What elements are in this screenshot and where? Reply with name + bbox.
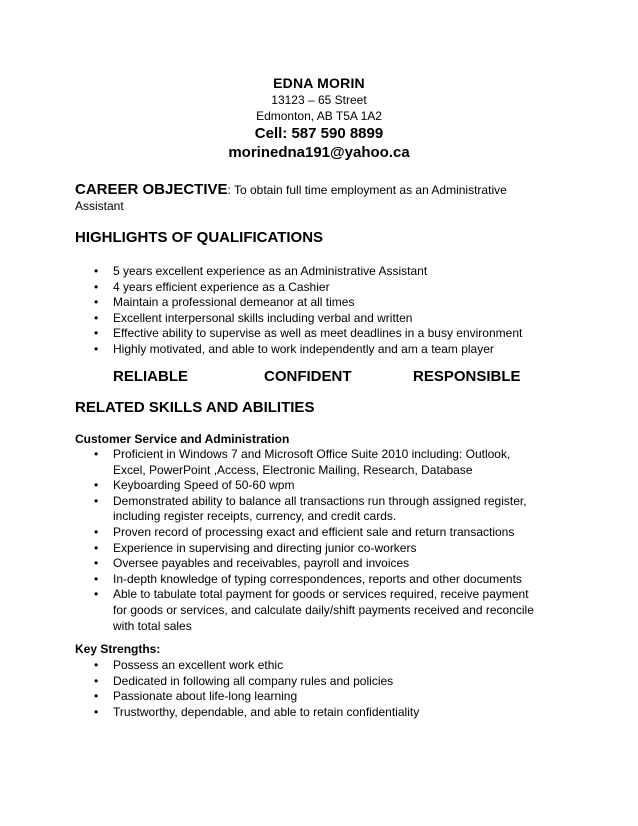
- list-item: • Keyboarding Speed of 50-60 wpm: [94, 478, 295, 493]
- list-item: • Oversee payables and receivables, payroll and invoices: [94, 556, 410, 571]
- bullet-icon: •: [94, 673, 99, 688]
- list-item: • Dedicated in following all company rules and policies: [94, 673, 394, 688]
- bullet-icon: •: [94, 524, 99, 539]
- list-item: • Passionate about life-long learning: [94, 689, 298, 704]
- bullet-icon: •: [94, 295, 99, 310]
- list-item: • Able to tabulate total payment for goods or services required, receive payment for goods or services, and calculate daily/shift payments received and reconcile with total sales: [94, 587, 534, 633]
- trait-reliable: RELIABLE: [113, 368, 188, 385]
- bullet-icon: •: [94, 540, 99, 555]
- list-item: • Possess an excellent work ethic: [94, 658, 284, 672]
- strengths-title: Key Strengths:: [75, 642, 161, 656]
- bullet-icon: •: [94, 704, 99, 719]
- strengths-list: [94, 658, 543, 720]
- bullet-icon: •: [94, 341, 99, 356]
- trait-confident: CONFIDENT: [264, 368, 352, 385]
- street-address: 13123 – 65 Street: [271, 93, 367, 107]
- phone-number: Cell: 587 590 8899: [254, 125, 384, 142]
- skills-subtitle: Customer Service and Administration: [75, 432, 290, 446]
- bullet-icon: •: [94, 326, 99, 341]
- bullet-icon: •: [94, 310, 99, 325]
- resume-header: [0, 74, 638, 162]
- skills-title: RELATED SKILLS AND ABILITIES: [75, 399, 315, 416]
- list-item: • Trustworthy, dependable, and able to retain confidentiality: [94, 704, 420, 719]
- bullet-icon: •: [94, 587, 99, 602]
- objective-text: : To obtain full time employment as an Administrative Assistant: [75, 183, 507, 213]
- bullet-icon: •: [94, 689, 99, 704]
- bullet-icon: •: [94, 447, 99, 461]
- list-item: • Proficient in Windows 7 and Microsoft Office Suite 2010 including: Outlook, Excel, PowerPoint ,Access, Electronic Mailing, Research, Database: [94, 447, 511, 477]
- list-item: • In-depth knowledge of typing correspondences, reports and other documents: [94, 571, 522, 586]
- list-item: • Experience in supervising and directing junior co-workers: [94, 540, 417, 555]
- list-item: • 4 years efficient experience as a Cashier: [94, 279, 330, 294]
- bullet-icon: •: [94, 658, 99, 672]
- highlights-title: HIGHLIGHTS OF QUALIFICATIONS: [75, 229, 324, 246]
- candidate-name: EDNA MORIN: [273, 75, 365, 91]
- list-item: • Highly motivated, and able to work independently and am a team player: [94, 341, 494, 356]
- highlights-list: [94, 264, 573, 358]
- bullet-icon: •: [94, 556, 99, 571]
- bullet-icon: •: [94, 279, 99, 294]
- email-address: morinedna191@yahoo.ca: [228, 144, 410, 161]
- bullet-icon: •: [94, 478, 99, 493]
- list-item: • Effective ability to supervise as well as meet deadlines in a busy environment: [94, 326, 523, 341]
- list-item: • Excellent interpersonal skills including verbal and written: [94, 310, 413, 325]
- objective-label: CAREER OBJECTIVE: [75, 181, 228, 198]
- list-item: • Maintain a professional demeanor at all times: [94, 295, 355, 310]
- bullet-icon: •: [94, 264, 99, 278]
- career-objective: [75, 182, 555, 214]
- list-item: • 5 years excellent experience as an Administrative Assistant: [94, 264, 428, 278]
- trait-responsible: RESPONSIBLE: [413, 368, 521, 385]
- skills-list: [94, 447, 543, 634]
- list-item: • Proven record of processing exact and efficient sale and return transactions: [94, 524, 515, 539]
- bullet-icon: •: [94, 571, 99, 586]
- city-address: Edmonton, AB T5A 1A2: [256, 109, 382, 123]
- list-item: • Demonstrated ability to balance all transactions run through assigned register, including register receipts, currency, and credit cards.: [94, 493, 527, 524]
- bullet-icon: •: [94, 493, 99, 508]
